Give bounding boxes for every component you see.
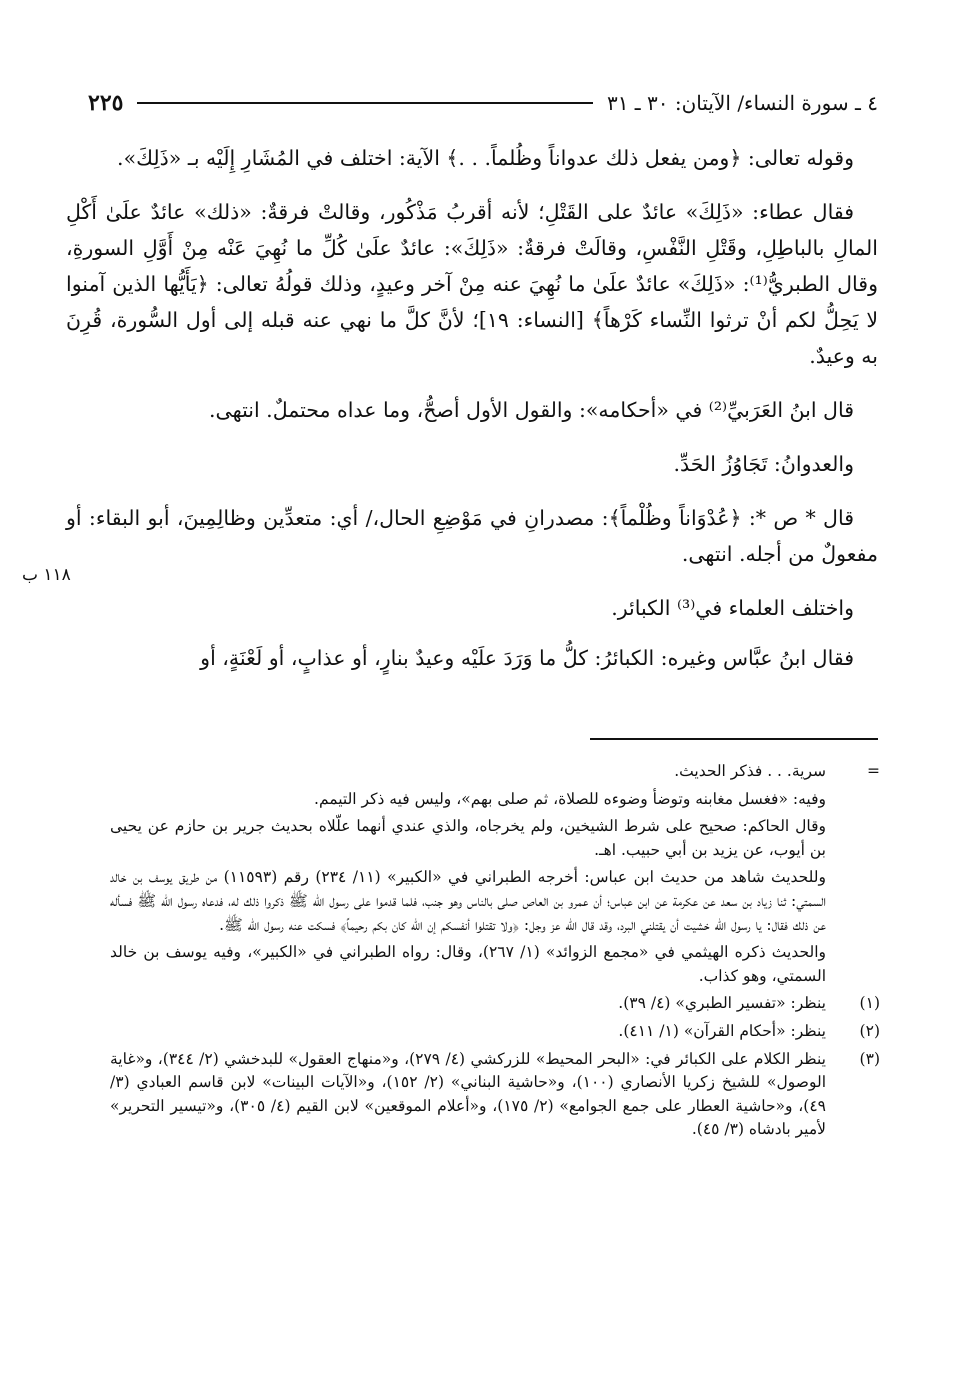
- footnote-text: وفيه: «فغسل مغابنه وتوضأ وضوءه للصلاة، ثم صلى بهم»، وليس فيه ذكر التيمم.: [314, 789, 826, 808]
- main-text: [66, 140, 878, 694]
- footnote-2: [110, 1020, 880, 1044]
- footnote-text: ينظر: «أحكام القرآن» (١/ ٤١١).: [618, 1021, 826, 1040]
- paragraph: والعدوانُ: تَجَاوُزُ الحَدِّ.: [673, 452, 854, 476]
- footnote-continuation: [110, 760, 880, 988]
- paragraph: فقال عطاء: «ذَلِكَ» عائدٌ على القَتْلِ؛ لأنه أقربُ مَذْكُور، وقالتْ فرقةٌ: «ذلك» عائدٌ علَىٰ أَكْلِ المالِ بالباطِلِ، وقَتْلِ النَّفْسِ، وقالَتْ فرقةٌ: «ذَلِكَ»: عائدٌ علَىٰ كُلِّ ما نُهِيَ عَنْه مِنْ أَوَّلِ السورةِ، وقال الطبريُّ⁽¹⁾: «ذَلِكَ» عائدٌ علَىٰ ما نُهِيَ عنه مِنْ آخر وعيدٍ، وذلك قولُهُ تعالى: ﴿يَأَيُّها الذين آمنوا لا يَحِلُّ لكم أنْ ترثوا النِّساء كَرْهاً﴾ [النساء: ١٩]؛ لأنَّ كلَّ ما نهي عنه قبله إلى أول السُّورة، قُرِنَ به وعيدٌ.: [66, 200, 879, 368]
- footnote-text: ينظر: «تفسير الطبري» (٤/ ٣٩).: [618, 994, 826, 1013]
- footnote-text: ينظر الكلام على الكبائر في: «البحر المحيط» للزركشي (٤/ ٢٧٩)، و«منهاج العقول» للبدخشي (٢/ ٣٤٤)، و«غاية الوصول» للشيخ زكريا الأنصاري (١٠٠)، و«حاشية البناني» (٢/ ١٥٢)، و«الآيات البينات» لابن قاسم العبادي (٣/ ٤٩)، و«حاشية العطار على جمع الجوامع» (٢/ ١٧٥)، و«أعلام الموقعين» لابن القيم (٤/ ٣٠٥)، و«تيسير التحرير» لأمير بادشاه (٣/ ٤٥).: [110, 1049, 827, 1139]
- header-rule: [137, 102, 593, 104]
- footnote-number: (٢): [859, 1021, 880, 1040]
- footnote-1: [110, 992, 880, 1016]
- footnote-text: سرية. . . فذكر الحديث.: [674, 762, 826, 780]
- running-title: ٤ ـ سورة النساء/ الآيتان: ٣٠ ـ ٣١: [606, 91, 878, 115]
- paragraph: واختلف العلماء في⁽³⁾ الكبائر.: [611, 596, 854, 620]
- page-header: [88, 86, 878, 120]
- continuation-mark: =: [867, 762, 880, 780]
- footnote-number: (١): [859, 994, 880, 1013]
- footnote-3: [110, 1048, 880, 1142]
- paragraph: قال * ص *: ﴿عُدْوَاناً وظُلْماً﴾: مصدرانِ في مَوْضِعِ الحال،/ أي: متعدِّين وظالِمِينَ، أبو البقاء: أو مفعولٌ من أجله. انتهى.: [66, 506, 878, 566]
- footnote-text: وقال الحاكم: صحيح على شرط الشيخين، ولم يخرجاه، والذي عندي أنهما علّلاه بحديث جرير بن حازم عن يحيى بن أيوب، عن يزيد بن أبي حبيب. اهـ.: [110, 817, 826, 859]
- paragraph: وقوله تعالى: ﴿ومن يفعل ذلك عدواناً وظُلماً. . .﴾ الآية: اختلف في المُشَارِ إِلَيْه بـ «ذَلِكَ».: [117, 146, 854, 170]
- footnote-text: وللحديث شاهد من حديث ابن عباس: أخرجه الطبراني في «الكبير» (١١/ ٢٣٤) رقم (١١٥٩٣) من طريق يوسف بن خالد السمتي: ثنا زياد بن سعد عن عكرمة عن ابن عباس؛ أن عمرو بن العاص صلى بالناس وهو جنب، فلما قدموا على رسول الله ﷺ ذكروا ذلك له، فدعاه رسول الله ﷺ فسأله عن ذلك فقال: يا رسول الله خشيت أن يقتلني البرد، وقد قال الله عز وجل: ﴿ولا تقتلوا أنفسكم إن الله كان بكم رحيماً﴾ فسكت عنه رسول الله ﷺ.: [110, 868, 826, 934]
- page-number: ٢٢٥: [88, 90, 124, 116]
- footnote-separator: [590, 738, 878, 740]
- paragraph: فقال ابنُ عبَّاس وغيره: الكبائرُ: كلُّ ما وَرَدَ علَيْه وعيدٌ بنارٍ، أو عذابٍ، أو لَعْنَةٍ، أو: [200, 646, 854, 670]
- footnote-text: والحديث ذكره الهيثمي في «مجمع الزوائد» (١/ ٢٦٧)، وقال: رواه الطبراني في «الكبير»، وفيه يوسف بن خالد السمتي، وهو كذاب.: [110, 943, 826, 985]
- footnotes: [110, 760, 880, 1146]
- paragraph: قال ابنُ العَرَبيِّ⁽²⁾ في «أحكامه»: والقول الأول أصحُّ، وما عداه محتملٌ. انتهى.: [209, 398, 854, 422]
- manuscript-folio-note: ١١٨ ب: [22, 565, 71, 585]
- footnote-number: (٣): [859, 1049, 880, 1068]
